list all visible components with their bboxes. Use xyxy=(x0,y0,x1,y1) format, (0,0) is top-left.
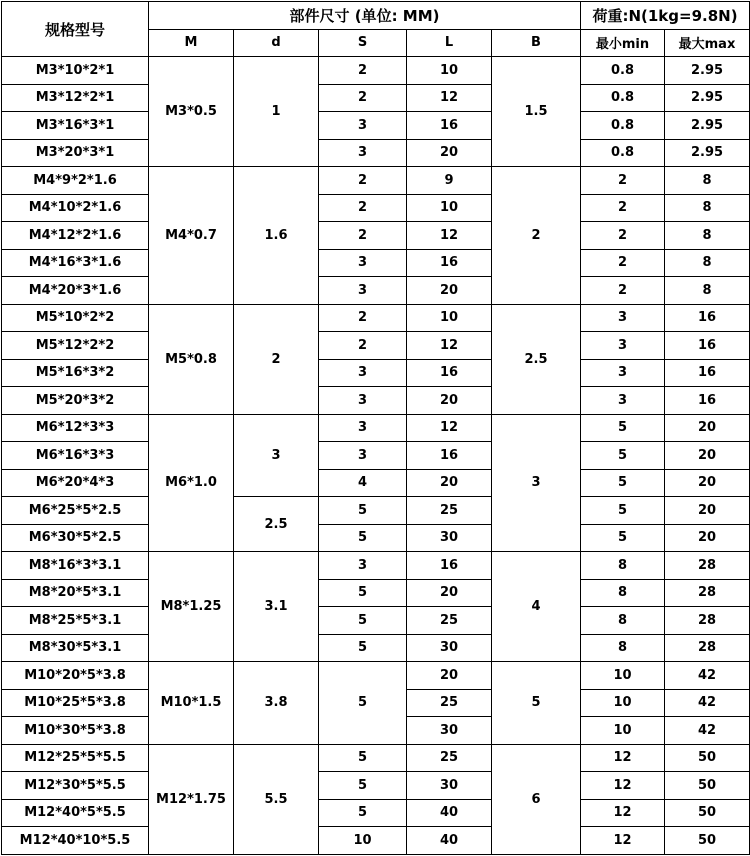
s-cell: 5 xyxy=(319,579,407,607)
min-load-cell: 0.8 xyxy=(581,139,665,167)
min-load-cell: 10 xyxy=(581,717,665,745)
min-load-cell: 0.8 xyxy=(581,57,665,85)
header-col-d: d xyxy=(234,29,319,57)
d-cell: 5.5 xyxy=(234,744,319,854)
table-row xyxy=(2,497,750,525)
table-row xyxy=(2,799,750,827)
model-cell: M6*30*5*2.5 xyxy=(2,524,149,552)
min-load-cell: 8 xyxy=(581,634,665,662)
max-load-cell: 16 xyxy=(665,359,750,387)
s-cell: 5 xyxy=(319,634,407,662)
max-load-cell: 42 xyxy=(665,717,750,745)
table-row xyxy=(2,634,750,662)
table-row xyxy=(2,607,750,635)
model-cell: M10*20*5*3.8 xyxy=(2,662,149,690)
max-load-cell: 8 xyxy=(665,194,750,222)
max-load-cell: 20 xyxy=(665,442,750,470)
l-cell: 16 xyxy=(407,442,492,470)
header-col-min: 最小min xyxy=(581,29,665,57)
min-load-cell: 2 xyxy=(581,194,665,222)
max-load-cell: 2.95 xyxy=(665,84,750,112)
l-cell: 25 xyxy=(407,497,492,525)
header-dimensions: 部件尺寸 (单位: MM) xyxy=(149,2,581,30)
s-cell: 5 xyxy=(319,524,407,552)
max-load-cell: 2.95 xyxy=(665,112,750,140)
model-cell: M12*30*5*5.5 xyxy=(2,772,149,800)
table-row xyxy=(2,57,750,85)
s-cell: 10 xyxy=(319,827,407,855)
model-cell: M12*25*5*5.5 xyxy=(2,744,149,772)
s-cell: 4 xyxy=(319,469,407,497)
table-row xyxy=(2,277,750,305)
model-cell: M5*20*3*2 xyxy=(2,387,149,415)
b-cell: 1.5 xyxy=(492,57,581,167)
max-load-cell: 8 xyxy=(665,167,750,195)
max-load-cell: 2.95 xyxy=(665,57,750,85)
min-load-cell: 3 xyxy=(581,359,665,387)
m-cell: M3*0.5 xyxy=(149,57,234,167)
model-cell: M5*10*2*2 xyxy=(2,304,149,332)
model-cell: M5*16*3*2 xyxy=(2,359,149,387)
table-row xyxy=(2,524,750,552)
d-cell: 1.6 xyxy=(234,167,319,305)
s-cell: 3 xyxy=(319,442,407,470)
l-cell: 12 xyxy=(407,222,492,250)
table-row xyxy=(2,772,750,800)
s-cell: 3 xyxy=(319,249,407,277)
min-load-cell: 2 xyxy=(581,249,665,277)
m-cell: M8*1.25 xyxy=(149,552,234,662)
l-cell: 25 xyxy=(407,607,492,635)
model-cell: M6*16*3*3 xyxy=(2,442,149,470)
b-cell: 2.5 xyxy=(492,304,581,414)
table-row xyxy=(2,662,750,690)
s-cell: 5 xyxy=(319,497,407,525)
b-cell: 4 xyxy=(492,552,581,662)
min-load-cell: 5 xyxy=(581,469,665,497)
min-load-cell: 2 xyxy=(581,167,665,195)
s-cell: 5 xyxy=(319,744,407,772)
max-load-cell: 16 xyxy=(665,304,750,332)
min-load-cell: 0.8 xyxy=(581,112,665,140)
l-cell: 20 xyxy=(407,579,492,607)
header-col-m: M xyxy=(149,29,234,57)
s-cell: 2 xyxy=(319,194,407,222)
b-cell: 5 xyxy=(492,662,581,745)
min-load-cell: 5 xyxy=(581,524,665,552)
max-load-cell: 20 xyxy=(665,524,750,552)
l-cell: 20 xyxy=(407,277,492,305)
max-load-cell: 50 xyxy=(665,772,750,800)
s-cell: 5 xyxy=(319,772,407,800)
max-load-cell: 8 xyxy=(665,249,750,277)
min-load-cell: 5 xyxy=(581,442,665,470)
l-cell: 20 xyxy=(407,469,492,497)
d-cell: 3.8 xyxy=(234,662,319,745)
max-load-cell: 50 xyxy=(665,744,750,772)
min-load-cell: 8 xyxy=(581,579,665,607)
min-load-cell: 5 xyxy=(581,497,665,525)
max-load-cell: 28 xyxy=(665,552,750,580)
s-cell: 5 xyxy=(319,607,407,635)
s-cell: 3 xyxy=(319,277,407,305)
table-row xyxy=(2,827,750,855)
table-row xyxy=(2,442,750,470)
s-cell: 3 xyxy=(319,359,407,387)
table-row xyxy=(2,414,750,442)
model-cell: M6*12*3*3 xyxy=(2,414,149,442)
table-row xyxy=(2,552,750,580)
l-cell: 20 xyxy=(407,662,492,690)
header-col-l: L xyxy=(407,29,492,57)
spec-table xyxy=(1,1,750,855)
max-load-cell: 8 xyxy=(665,222,750,250)
s-cell: 3 xyxy=(319,552,407,580)
max-load-cell: 42 xyxy=(665,662,750,690)
l-cell: 30 xyxy=(407,772,492,800)
s-cell: 2 xyxy=(319,167,407,195)
l-cell: 40 xyxy=(407,799,492,827)
header-col-b: B xyxy=(492,29,581,57)
s-cell: 3 xyxy=(319,139,407,167)
l-cell: 16 xyxy=(407,359,492,387)
l-cell: 12 xyxy=(407,414,492,442)
min-load-cell: 12 xyxy=(581,799,665,827)
table-row xyxy=(2,744,750,772)
max-load-cell: 2.95 xyxy=(665,139,750,167)
l-cell: 20 xyxy=(407,387,492,415)
header-model: 规格型号 xyxy=(2,2,149,57)
max-load-cell: 20 xyxy=(665,414,750,442)
table-row xyxy=(2,359,750,387)
l-cell: 30 xyxy=(407,524,492,552)
d-cell: 1 xyxy=(234,57,319,167)
table-row xyxy=(2,469,750,497)
l-cell: 9 xyxy=(407,167,492,195)
table-row xyxy=(2,84,750,112)
table-row xyxy=(2,139,750,167)
min-load-cell: 12 xyxy=(581,772,665,800)
min-load-cell: 0.8 xyxy=(581,84,665,112)
l-cell: 25 xyxy=(407,689,492,717)
max-load-cell: 28 xyxy=(665,634,750,662)
m-cell: M5*0.8 xyxy=(149,304,234,414)
min-load-cell: 3 xyxy=(581,304,665,332)
s-cell: 3 xyxy=(319,112,407,140)
l-cell: 20 xyxy=(407,139,492,167)
model-cell: M3*12*2*1 xyxy=(2,84,149,112)
l-cell: 10 xyxy=(407,57,492,85)
l-cell: 12 xyxy=(407,84,492,112)
l-cell: 16 xyxy=(407,552,492,580)
model-cell: M10*30*5*3.8 xyxy=(2,717,149,745)
model-cell: M3*10*2*1 xyxy=(2,57,149,85)
model-cell: M8*25*5*3.1 xyxy=(2,607,149,635)
max-load-cell: 16 xyxy=(665,332,750,360)
m-cell: M6*1.0 xyxy=(149,414,234,552)
table-row xyxy=(2,112,750,140)
s-cell: 3 xyxy=(319,414,407,442)
l-cell: 30 xyxy=(407,717,492,745)
table-row xyxy=(2,332,750,360)
model-cell: M10*25*5*3.8 xyxy=(2,689,149,717)
l-cell: 25 xyxy=(407,744,492,772)
min-load-cell: 3 xyxy=(581,387,665,415)
s-cell: 2 xyxy=(319,304,407,332)
l-cell: 40 xyxy=(407,827,492,855)
model-cell: M12*40*10*5.5 xyxy=(2,827,149,855)
model-cell: M4*20*3*1.6 xyxy=(2,277,149,305)
l-cell: 10 xyxy=(407,194,492,222)
max-load-cell: 50 xyxy=(665,799,750,827)
model-cell: M4*16*3*1.6 xyxy=(2,249,149,277)
model-cell: M3*16*3*1 xyxy=(2,112,149,140)
table-row xyxy=(2,579,750,607)
min-load-cell: 12 xyxy=(581,744,665,772)
d-cell: 3 xyxy=(234,414,319,497)
min-load-cell: 10 xyxy=(581,689,665,717)
l-cell: 16 xyxy=(407,112,492,140)
min-load-cell: 8 xyxy=(581,607,665,635)
table-row xyxy=(2,304,750,332)
m-cell: M12*1.75 xyxy=(149,744,234,854)
s-cell: 2 xyxy=(319,57,407,85)
d-cell: 3.1 xyxy=(234,552,319,662)
b-cell: 6 xyxy=(492,744,581,854)
model-cell: M5*12*2*2 xyxy=(2,332,149,360)
d-cell: 2.5 xyxy=(234,497,319,552)
b-cell: 2 xyxy=(492,167,581,305)
model-cell: M8*20*5*3.1 xyxy=(2,579,149,607)
min-load-cell: 10 xyxy=(581,662,665,690)
model-cell: M3*20*3*1 xyxy=(2,139,149,167)
max-load-cell: 42 xyxy=(665,689,750,717)
model-cell: M8*16*3*3.1 xyxy=(2,552,149,580)
s-cell: 2 xyxy=(319,222,407,250)
model-cell: M4*10*2*1.6 xyxy=(2,194,149,222)
table-row xyxy=(2,167,750,195)
max-load-cell: 20 xyxy=(665,497,750,525)
min-load-cell: 12 xyxy=(581,827,665,855)
b-cell: 3 xyxy=(492,414,581,552)
model-cell: M4*9*2*1.6 xyxy=(2,167,149,195)
min-load-cell: 5 xyxy=(581,414,665,442)
header-col-max: 最大max xyxy=(665,29,750,57)
max-load-cell: 20 xyxy=(665,469,750,497)
model-cell: M4*12*2*1.6 xyxy=(2,222,149,250)
table-row xyxy=(2,249,750,277)
s-cell: 3 xyxy=(319,387,407,415)
m-cell: M10*1.5 xyxy=(149,662,234,745)
header-load: 荷重:N(1kg=9.8N) xyxy=(581,2,750,30)
s-cell: 5 xyxy=(319,799,407,827)
table-row xyxy=(2,194,750,222)
min-load-cell: 2 xyxy=(581,222,665,250)
m-cell: M4*0.7 xyxy=(149,167,234,305)
model-cell: M12*40*5*5.5 xyxy=(2,799,149,827)
table-row xyxy=(2,387,750,415)
d-cell: 2 xyxy=(234,304,319,414)
max-load-cell: 28 xyxy=(665,607,750,635)
table-row xyxy=(2,222,750,250)
s-cell: 2 xyxy=(319,332,407,360)
max-load-cell: 16 xyxy=(665,387,750,415)
min-load-cell: 3 xyxy=(581,332,665,360)
header-col-s: S xyxy=(319,29,407,57)
min-load-cell: 8 xyxy=(581,552,665,580)
model-cell: M6*25*5*2.5 xyxy=(2,497,149,525)
l-cell: 12 xyxy=(407,332,492,360)
min-load-cell: 2 xyxy=(581,277,665,305)
s-cell: 5 xyxy=(319,662,407,745)
l-cell: 16 xyxy=(407,249,492,277)
max-load-cell: 8 xyxy=(665,277,750,305)
model-cell: M6*20*4*3 xyxy=(2,469,149,497)
l-cell: 30 xyxy=(407,634,492,662)
model-cell: M8*30*5*3.1 xyxy=(2,634,149,662)
s-cell: 2 xyxy=(319,84,407,112)
max-load-cell: 50 xyxy=(665,827,750,855)
max-load-cell: 28 xyxy=(665,579,750,607)
l-cell: 10 xyxy=(407,304,492,332)
